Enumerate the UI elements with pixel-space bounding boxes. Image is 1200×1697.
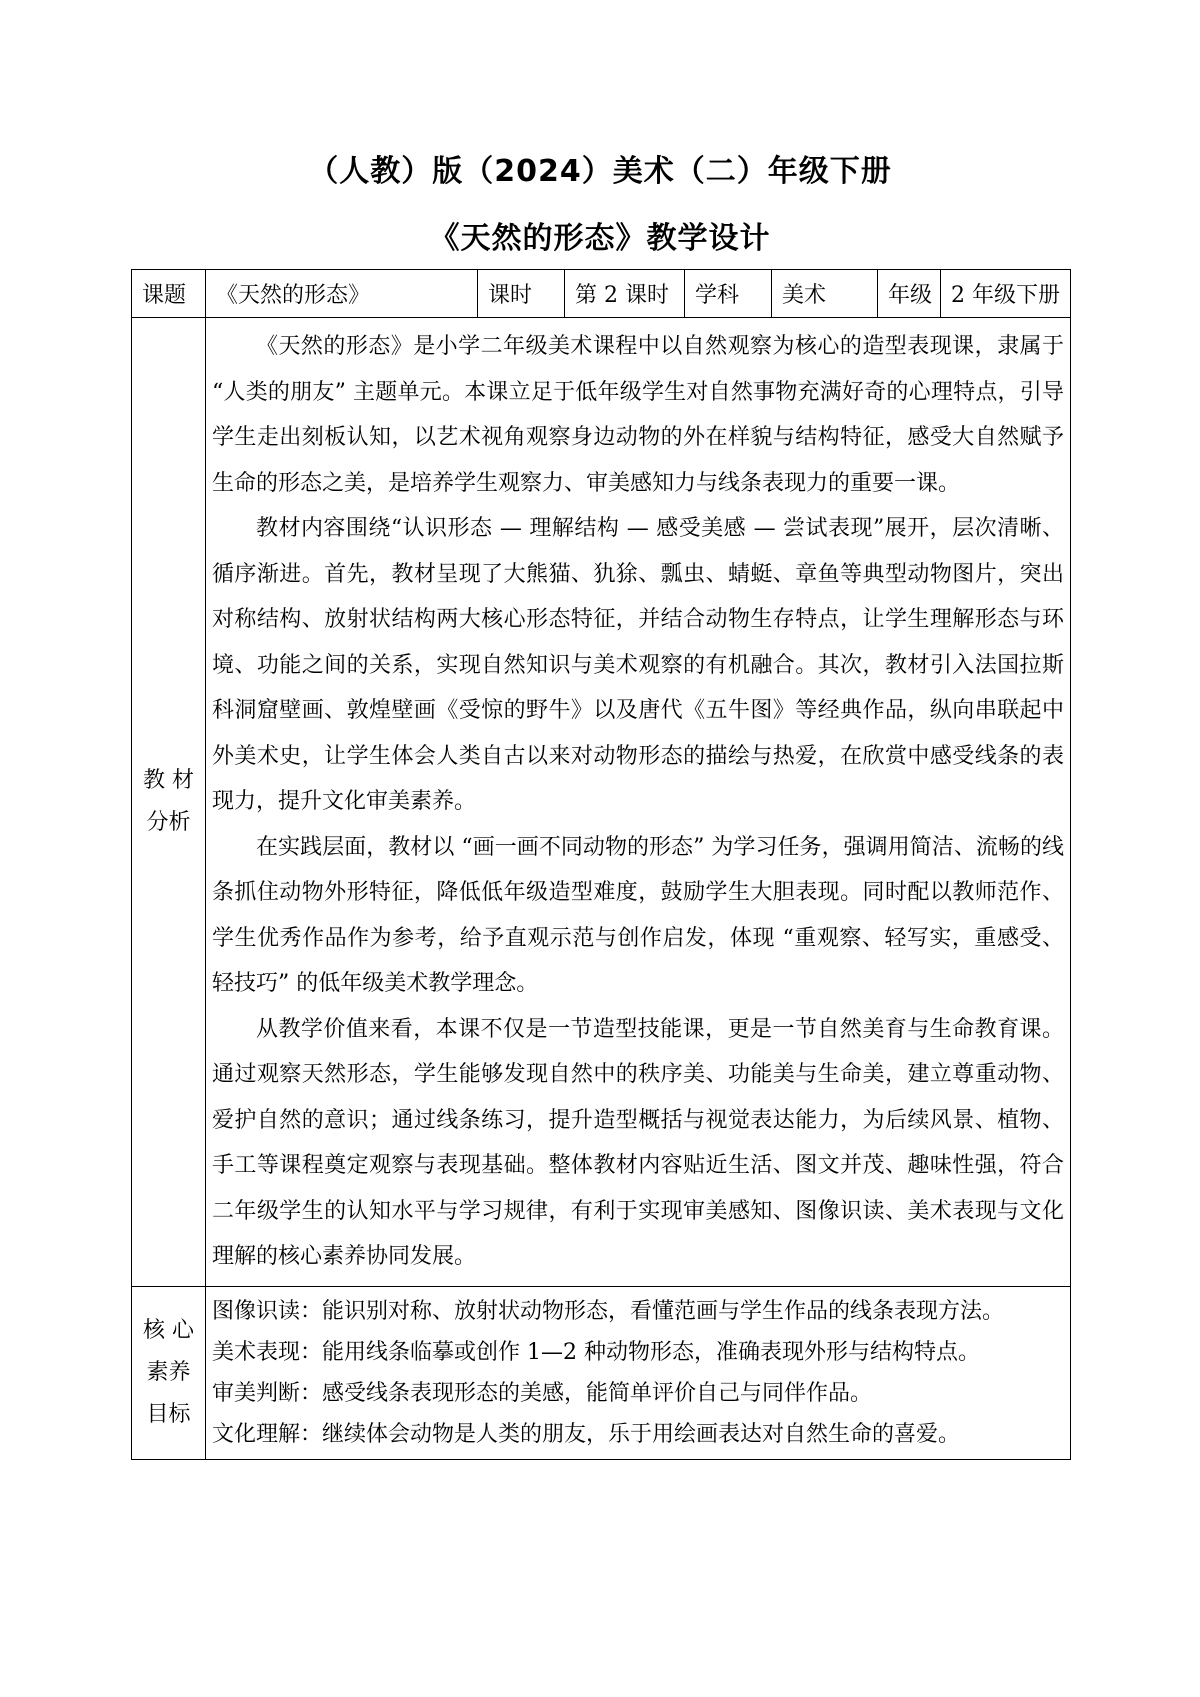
goal-item: 图像识读：能识别对称、放射状动物形态，看懂范画与学生作品的线条表现方法。 bbox=[212, 1298, 1005, 1324]
period-label: 课时 bbox=[478, 270, 565, 318]
grade-value: 2 年级下册 bbox=[941, 270, 1071, 318]
document-title: （人教）版（2024）美术（二）年级下册 bbox=[308, 154, 892, 189]
analysis-label-line1: 教 材 bbox=[143, 767, 194, 793]
analysis-label-line2: 分析 bbox=[146, 809, 191, 835]
core-goals-content bbox=[206, 1286, 1071, 1459]
analysis-paragraph: 《天然的形态》是小学二年级美术课程中以自然观察为核心的造型表现课，隶属于 “人类的朋友” 主题单元。本课立足于低年级学生对自然事物充满好奇的心理特点，引导学生走出刻板认知，以艺术视角观察身边动物的外在样貌与结构特征，感受大自然赋予生命的形态之美，是培养学生观察力、审美感知力与线条表现力的重要一课。 bbox=[212, 334, 1064, 496]
subject-value: 美术 bbox=[772, 270, 878, 318]
analysis-label bbox=[132, 318, 206, 1287]
goal-item: 审美判断：感受线条表现形态的美感，能简单评价自己与同伴作品。 bbox=[212, 1380, 873, 1406]
core-label-line3: 目标 bbox=[146, 1401, 191, 1427]
core-label-line2: 素养 bbox=[146, 1359, 191, 1385]
subject-label: 学科 bbox=[685, 270, 772, 318]
grade-label: 年级 bbox=[878, 270, 941, 318]
core-goals-label bbox=[132, 1286, 206, 1459]
core-label-line1: 核 心 bbox=[143, 1317, 194, 1343]
document-subtitle: 《天然的形态》教学设计 bbox=[429, 221, 771, 256]
analysis-paragraph: 从教学价值来看，本课不仅是一节造型技能课，更是一节自然美育与生命教育课。通过观察天然形态，学生能够发现自然中的秩序美、功能美与生命美，建立尊重动物、爱护自然的意识；通过线条练习，提升造型概括与视觉表达能力，为后续风景、植物、手工等课程奠定观察与表现基础。整体教材内容贴近生活、图文并茂、趣味性强，符合二年级学生的认知水平与学习规律，有利于实现审美感知、图像识读、美术表现与文化理解的核心素养协同发展。 bbox=[212, 1016, 1064, 1269]
goal-item: 文化理解：继续体会动物是人类的朋友，乐于用绘画表达对自然生命的喜爱。 bbox=[212, 1421, 961, 1447]
analysis-content bbox=[206, 318, 1071, 1287]
analysis-row bbox=[132, 318, 1071, 1287]
header-row bbox=[132, 270, 1071, 318]
analysis-paragraph: 教材内容围绕“认识形态 — 理解结构 — 感受美感 — 尝试表现”展开，层次清晰、循序渐进。首先，教材呈现了大熊猫、犰狳、瓢虫、蜻蜓、章鱼等典型动物图片，突出对称结构、放射状结构两大核心形态特征，并结合动物生存特点，让学生理解形态与环境、功能之间的关系，实现自然知识与美术观察的有机融合。其次，教材引入法国拉斯科洞窟壁画、敦煌壁画《受惊的野牛》以及唐代《五牛图》等经典作品，纵向串联起中外美术史，让学生体会人类自古以来对动物形态的描绘与热爱，在欣赏中感受线条的表现力，提升文化审美素养。 bbox=[212, 516, 1064, 814]
topic-value: 《天然的形态》 bbox=[206, 270, 478, 318]
lesson-plan-table bbox=[131, 269, 1071, 1460]
period-value: 第 2 课时 bbox=[565, 270, 685, 318]
analysis-paragraph: 在实践层面，教材以 “画一画不同动物的形态” 为学习任务，强调用简洁、流畅的线条抓住动物外形特征，降低低年级造型难度，鼓励学生大胆表现。同时配以教师范作、学生优秀作品作为参考，给予直观示范与创作启发，体现 “重观察、轻写实，重感受、轻技巧” 的低年级美术教学理念。 bbox=[212, 834, 1064, 996]
topic-label: 课题 bbox=[132, 270, 206, 318]
goal-item: 美术表现：能用线条临摹或创作 1—2 种动物形态，准确表现外形与结构特点。 bbox=[212, 1339, 980, 1365]
core-goals-row bbox=[132, 1286, 1071, 1459]
